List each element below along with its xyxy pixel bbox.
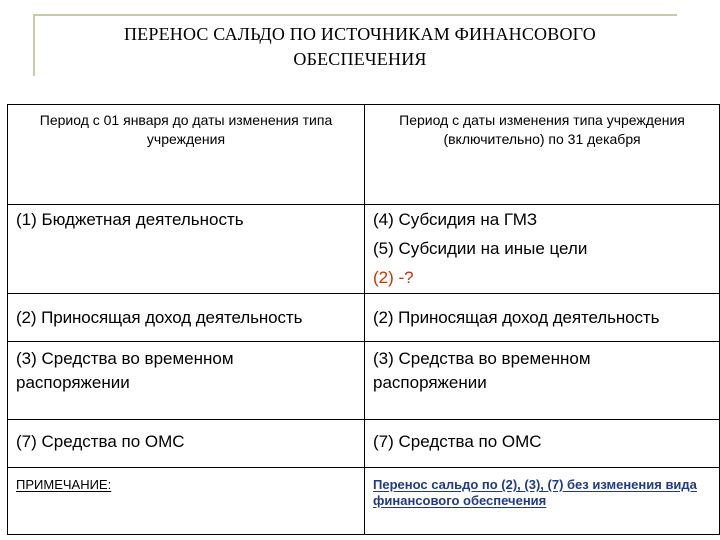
table-row	[8, 420, 720, 468]
cell-line: распоряжении	[16, 373, 130, 392]
balance-transfer-table	[7, 104, 720, 535]
note-label: ПРИМЕЧАНИЕ:	[16, 477, 112, 492]
header-cell-period-before	[8, 105, 365, 205]
frame-line-top	[33, 14, 677, 16]
page-title-line-2: ОБЕСПЕЧЕНИЯ	[293, 49, 427, 69]
table-cell-left	[8, 294, 365, 342]
cell-line: (4) Субсидия на ГМЗ	[373, 210, 538, 229]
table-cell-left	[8, 342, 365, 420]
table-cell-left	[8, 205, 365, 294]
header-cell-period-after	[365, 105, 720, 205]
cell-line: (7) Средства по ОМС	[16, 432, 185, 451]
cell-line: распоряжении	[373, 373, 487, 392]
cell-line: (2) Приносящая доход деятельность	[16, 308, 303, 327]
table-cell-right	[365, 342, 720, 420]
note-label-cell	[8, 468, 365, 535]
note-text-cell	[365, 468, 720, 535]
table-row	[8, 205, 720, 294]
header-period-after: Период с даты изменения типа учреждения (включительно) по 31 декабря	[399, 112, 685, 147]
table-header-row	[8, 105, 720, 205]
table-cell-right	[365, 294, 720, 342]
page-title-line-1: ПЕРЕНОС САЛЬДО ПО ИСТОЧНИКАМ ФИНАНСОВОГО	[123, 24, 597, 44]
cell-line: (5) Субсидии на иные цели	[373, 239, 588, 258]
cell-line: (2) Приносящая доход деятельность	[373, 308, 660, 327]
header-period-before: Период с 01 января до даты изменения типа учреждения	[39, 112, 333, 147]
table-row	[8, 294, 720, 342]
table-cell-left	[8, 420, 365, 468]
note-text: Перенос сальдо по (2), (3), (7) без изменения вида финансового обеспечения	[373, 477, 697, 508]
page-title	[40, 22, 680, 72]
cell-line: (3) Средства во временном	[373, 349, 591, 368]
cell-line-highlighted: (2) -?	[373, 268, 414, 287]
frame-line-left	[33, 14, 35, 76]
table-row	[8, 342, 720, 420]
note-row	[8, 468, 720, 535]
cell-line: (7) Средства по ОМС	[373, 432, 542, 451]
table-cell-right	[365, 205, 720, 294]
cell-line: (3) Средства во временном	[16, 349, 234, 368]
table-cell-right	[365, 420, 720, 468]
cell-line: (1) Бюджетная деятельность	[16, 210, 244, 229]
